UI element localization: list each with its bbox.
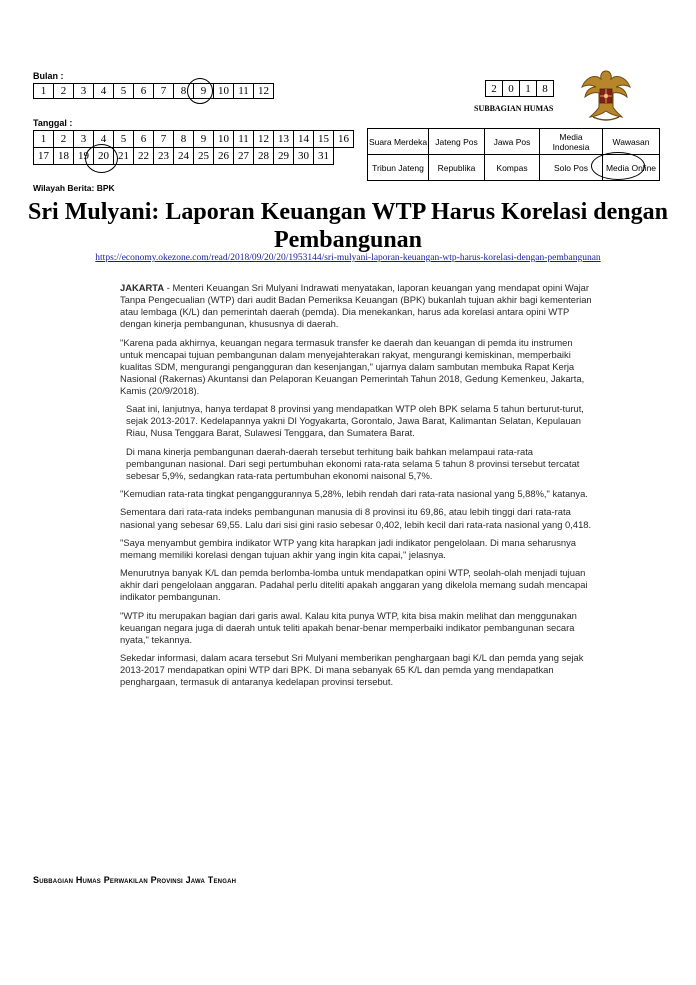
date-cell: 20 <box>94 148 114 165</box>
article-body <box>120 282 592 695</box>
month-cell: 5 <box>114 84 134 99</box>
media-cell: Kompas <box>485 155 540 181</box>
article-paragraph: "Karena pada akhirnya, keuangan negara termasuk transfer ke daerah dan keuangan di pemda itu instrumen untuk mencapai tujuan pembangunan dalam menyejahterakan rakyat, mengurangi kemiskinan, memperbaiki kualitas SDM, mengurangi pengangguran dan kesenjangan," ujarnya dalam sambutan membuka Rapat Kerja Nasional (Rakernas) Akuntansi dan Pelaporan Keuangan Pemerintah Tahun 2018, Gedung Kemenkeu, Jakarta, Kamis (20/9/2018). <box>120 336 585 396</box>
year-digit-cell: 8 <box>537 81 554 97</box>
date-cell: 24 <box>174 148 194 165</box>
month-cell: 1 <box>34 84 54 99</box>
date-cell: 25 <box>194 148 214 165</box>
date-cell: 28 <box>254 148 274 165</box>
garuda-logo-icon <box>580 67 632 123</box>
media-cell: Jateng Pos <box>429 129 485 155</box>
year-table <box>485 80 554 97</box>
date-cell: 4 <box>94 131 114 148</box>
month-cell: 2 <box>54 84 74 99</box>
date-cell: 1 <box>34 131 54 148</box>
footer-unit: Subbagian Humas Perwakilan Provinsi Jawa Tengah <box>33 875 237 885</box>
date-cell: 29 <box>274 148 294 165</box>
date-cell: 18 <box>54 148 74 165</box>
date-cell: 5 <box>114 131 134 148</box>
month-cell: 9 <box>194 84 214 99</box>
article-paragraph: Menurutnya banyak K/L dan pemda berlomba-lomba untuk mendapatkan opini WTP, seolah-olah menjadi tujuan akhir dari pengelolaan anggaran. Padahal perlu diteliti apakah anggaran yang dikelola memang sudah mencapai indikator pembangunan. <box>120 567 588 603</box>
media-cell: Wawasan <box>603 129 660 155</box>
date-cell: 13 <box>274 131 294 148</box>
article-paragraph <box>120 282 592 330</box>
article-dateline: JAKARTA <box>120 282 165 293</box>
unit-name: SUBBAGIAN HUMAS <box>474 104 554 113</box>
date-cell: 19 <box>74 148 94 165</box>
date-cell: 8 <box>174 131 194 148</box>
date-cell: 14 <box>294 131 314 148</box>
wilayah-berita: Wilayah Berita: BPK <box>33 183 115 193</box>
year-digit-cell: 0 <box>503 81 520 97</box>
month-cell: 3 <box>74 84 94 99</box>
date-cell: 16 <box>334 131 354 148</box>
date-cell: 3 <box>74 131 94 148</box>
selected-media-circle <box>591 152 645 180</box>
article-title: Sri Mulyani: Laporan Keuangan WTP Harus Korelasi dengan Pembangunan <box>28 199 668 253</box>
media-cell: Tribun Jateng <box>368 155 429 181</box>
month-table <box>33 83 274 99</box>
selected-date-circle <box>85 144 118 173</box>
date-cell: 9 <box>194 131 214 148</box>
month-cell: 10 <box>214 84 234 99</box>
date-cell: 30 <box>294 148 314 165</box>
tanggal-label: Tanggal : <box>33 118 73 128</box>
date-cell: 10 <box>214 131 234 148</box>
date-cell: 26 <box>214 148 234 165</box>
article-paragraph: Sementara dari rata-rata indeks pembangunan manusia di 8 provinsi itu 69,86, atau lebih tinggi dari rata-rata nasional yang sebesar 69,55. Lalu dari sisi gini rasio sebesar 0,402, lebih kecil dari rata-rata nasional yang 0,418. <box>120 506 592 530</box>
date-cell: 17 <box>34 148 54 165</box>
month-cell: 8 <box>174 84 194 99</box>
article-paragraph: "WTP itu merupakan bagian dari garis awal. Kalau kita punya WTP, kita bisa makin melihat dan menggunakan keuangan negara juga di daerah untuk teliti apakah benar-benar memperbaiki indikator pembangunan secara nyata," tekannya. <box>120 609 577 645</box>
date-cell: 22 <box>134 148 154 165</box>
media-cell: Media Online <box>603 155 660 181</box>
selected-month-circle <box>187 78 213 104</box>
year-digit-cell: 1 <box>520 81 537 97</box>
article-paragraph: Sekedar informasi, dalam acara tersebut Sri Mulyani memberikan penghargaan bagi K/L dan pemda yang sejak 2013-2017 mendapatkan opini WTP dari BPK. Di mana sebanyak 65 K/L dan pemda yang mendapatkan penghargaan, termasuk di antaranya kedelapan provinsi tersebut. <box>120 652 584 688</box>
month-cell: 4 <box>94 84 114 99</box>
month-cell: 12 <box>254 84 274 99</box>
month-cell: 11 <box>234 84 254 99</box>
article-paragraph: "Saya menyambut gembira indikator WTP yang kita harapkan jadi indikator pengelolaan. Di mana seharusnya memang memiliki korelasi dengan tujuan akhir yang ingin kita capai," jelasnya. <box>120 536 577 560</box>
media-cell: Republika <box>429 155 485 181</box>
month-cell: 7 <box>154 84 174 99</box>
article-paragraph: Di mana kinerja pembangunan daerah-daerah tersebut terhitung baik bahkan melampaui rata-rata pembangunan nasional. Dari segi pertumbuhan ekonomi rata-rata selama 5 tahun 8 provinsi tersebut tercatat sebesar 5,9%, sedangkan rata-rata pertumbuhan ekonomi naisonal 5,7%. <box>126 445 580 481</box>
date-cell: 23 <box>154 148 174 165</box>
media-cell: Solo Pos <box>540 155 603 181</box>
media-cell: Media Indonesia <box>540 129 603 155</box>
date-cell: 11 <box>234 131 254 148</box>
date-cell: 6 <box>134 131 154 148</box>
article-paragraph: Saat ini, lanjutnya, hanya terdapat 8 provinsi yang mendapatkan WTP oleh BPK selama 5 tahun berturut-turut, sejak 2013-2017. Kedelapannya yakni DI Yogyakarta, Gorontalo, Jawa Barat, Kalimantan Selatan, Kepulauan Riau, Nusa Tenggara Barat, Sulawesi Tenggara, dan Sumatera Barat. <box>126 403 584 439</box>
media-cell: Suara Merdeka <box>368 129 429 155</box>
date-cell: 27 <box>234 148 254 165</box>
media-cell: Jawa Pos <box>485 129 540 155</box>
month-cell: 6 <box>134 84 154 99</box>
article-url[interactable]: https://economy.okezone.com/read/2018/09/20/20/1953144/sri-mulyani-laporan-keuangan-wtp-harus-korelasi-dengan-pembangunan <box>95 253 601 263</box>
year-digit-cell: 2 <box>486 81 503 97</box>
date-cell: 7 <box>154 131 174 148</box>
date-cell: 15 <box>314 131 334 148</box>
article-paragraph: "Kemudian rata-rata tingkat penganggurannya 5,28%, lebih rendah dari rata-rata nasional yang 5,88%," katanya. <box>120 488 588 500</box>
bulan-label: Bulan : <box>33 71 64 81</box>
date-table <box>33 130 354 165</box>
article-paragraph-text: - Menteri Keuangan Sri Mulyani Indrawati menyatakan, laporan keuangan yang mendapat opini Wajar Tanpa Pengecualian (WTP) dari audit Badan Pemeriksa Keuangan (BPK) bukanlah tujuan akhir bagi kementerian atau lembaga (K/L) dan pemerintah daerah (pemda). Dia menekankan, harus ada korelasi antara opini WTP dengan kinerja pembangunan, khususnya di daerah. <box>120 282 592 330</box>
date-cell: 31 <box>314 148 334 165</box>
date-cell: 21 <box>114 148 134 165</box>
date-cell: 12 <box>254 131 274 148</box>
date-cell: 2 <box>54 131 74 148</box>
